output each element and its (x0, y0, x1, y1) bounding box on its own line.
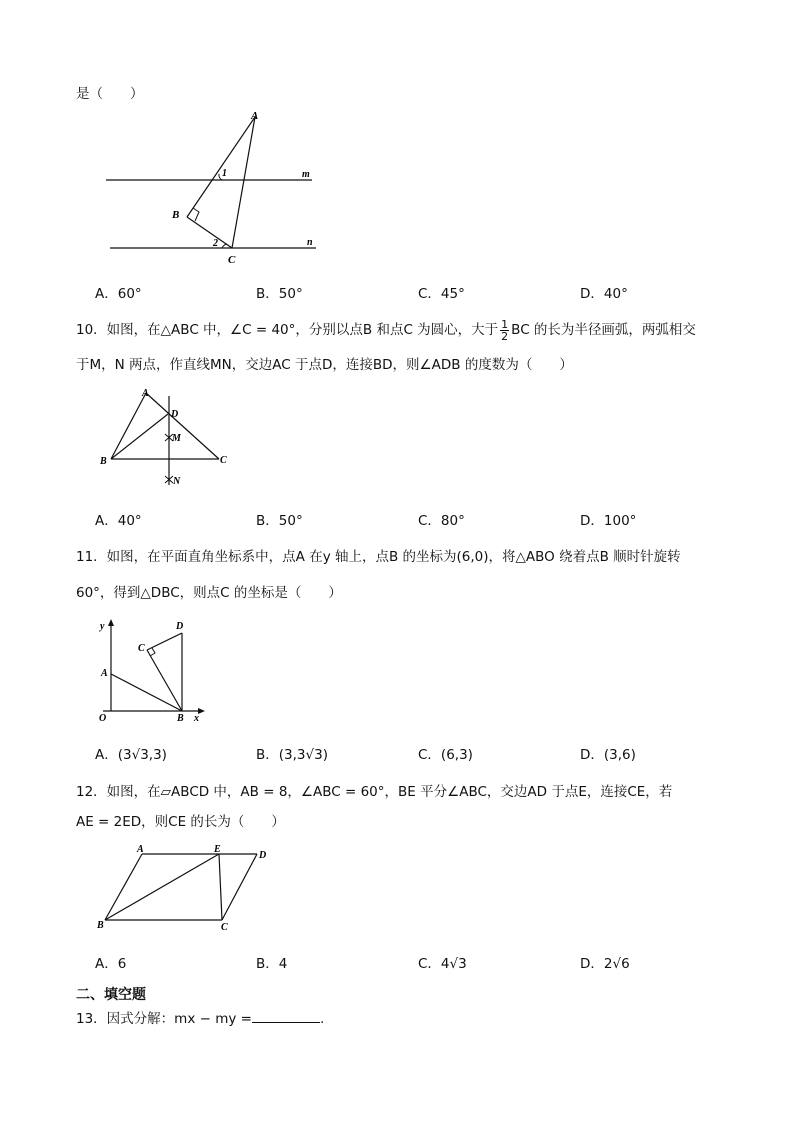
segment-bc (187, 217, 232, 248)
q10-option-d: D．100° (580, 513, 637, 529)
q10-figure (95, 383, 245, 493)
q11-option-b: B．(3,3√3) (256, 747, 328, 763)
q11-line1: 11．如图，在平面直角坐标系中，点A 在y 轴上，点B 的坐标为(6,0)，将△ABO 绕着点B 顺时针旋转 (76, 549, 681, 565)
label-D: D (176, 621, 184, 632)
label-1: 1 (222, 168, 227, 179)
q11-option-a: A．(3√3,3) (95, 747, 167, 763)
q11-figure (95, 615, 215, 725)
label-E: E (214, 844, 221, 855)
q9-option-c: C．45° (418, 286, 465, 302)
segment-ac (232, 117, 255, 248)
q12-option-a: A．6 (95, 956, 127, 972)
q12-line1: 12．如图，在▱ABCD 中，AB = 8，∠ABC = 60°，BE 平分∠ABC，交边AD 于点E，连接CE，若 (76, 784, 673, 800)
q12-figure (95, 840, 285, 935)
segment-bd (111, 414, 168, 459)
q12-option-c: C．4√3 (418, 956, 467, 972)
label-B: B (172, 209, 180, 221)
label-x: x (194, 713, 199, 724)
q9-figure (100, 105, 330, 270)
label-B: B (97, 920, 104, 931)
q12-line2: AE = 2ED，则CE 的长为（ ） (76, 814, 285, 830)
segment-dc (147, 633, 182, 650)
label-D: D (259, 850, 267, 861)
q11-option-c: C．(6,3) (418, 747, 473, 763)
label-C: C (221, 922, 228, 933)
q10-option-a: A．40° (95, 513, 142, 529)
segment-ab (105, 854, 142, 920)
q10-option-b: B．50° (256, 513, 303, 529)
y-axis-arrow (108, 619, 114, 626)
label-N: N (173, 476, 181, 487)
q9-option-d: D．40° (580, 286, 628, 302)
answer-blank (252, 1010, 320, 1023)
segment-ab (187, 117, 255, 217)
label-n: n (307, 237, 313, 248)
label-C: C (220, 455, 227, 466)
label-2: 2 (213, 238, 218, 249)
q10-option-c: C．80° (418, 513, 465, 529)
right-angle-mark (150, 648, 155, 656)
q12-option-d: D．2√6 (580, 956, 630, 972)
section-title: 二、填空题 (76, 987, 146, 1003)
q11-line2: 60°，得到△DBC，则点C 的坐标是（ ） (76, 585, 342, 601)
segment-ec (219, 854, 222, 920)
label-O: O (99, 713, 107, 724)
label-m: m (302, 169, 310, 180)
segment-cd (222, 854, 257, 920)
label-A: A (137, 844, 144, 855)
label-y: y (100, 621, 105, 632)
label-C: C (228, 254, 236, 266)
label-C: C (138, 643, 145, 654)
label-D: D (171, 409, 179, 420)
q9-option-a: A．60° (95, 286, 142, 302)
label-A: A (142, 388, 149, 399)
label-A: A (101, 668, 108, 679)
segment-ab (111, 393, 146, 459)
label-A: A (251, 110, 259, 122)
q11-option-d: D．(3,6) (580, 747, 636, 763)
q10-line1: 10．如图，在△ABC 中，∠C = 40°，分别以点B 和点C 为圆心，大于 $\frac{1}{2}$ BC 的长为半径画弧，两弧相交 (76, 317, 696, 343)
x-axis-arrow (198, 708, 205, 714)
segment-ac (146, 393, 219, 459)
q12-option-b: B．4 (256, 956, 288, 972)
label-M: M (172, 433, 181, 444)
q9-tail: 是（ ） (76, 86, 144, 102)
q9-option-b: B．50° (256, 286, 303, 302)
right-angle-mark (193, 208, 199, 221)
segment-be (105, 854, 219, 920)
label-B: B (100, 456, 107, 467)
q13: 13．因式分解：mx − my = . (76, 1011, 325, 1027)
q10-line2: 于M，N 两点，作直线MN，交边AC 于点D，连接BD，则∠ADB 的度数为（ ） (76, 357, 573, 373)
q10-fraction: $\frac{1}{2}$ (501, 317, 509, 343)
label-B: B (177, 713, 184, 724)
